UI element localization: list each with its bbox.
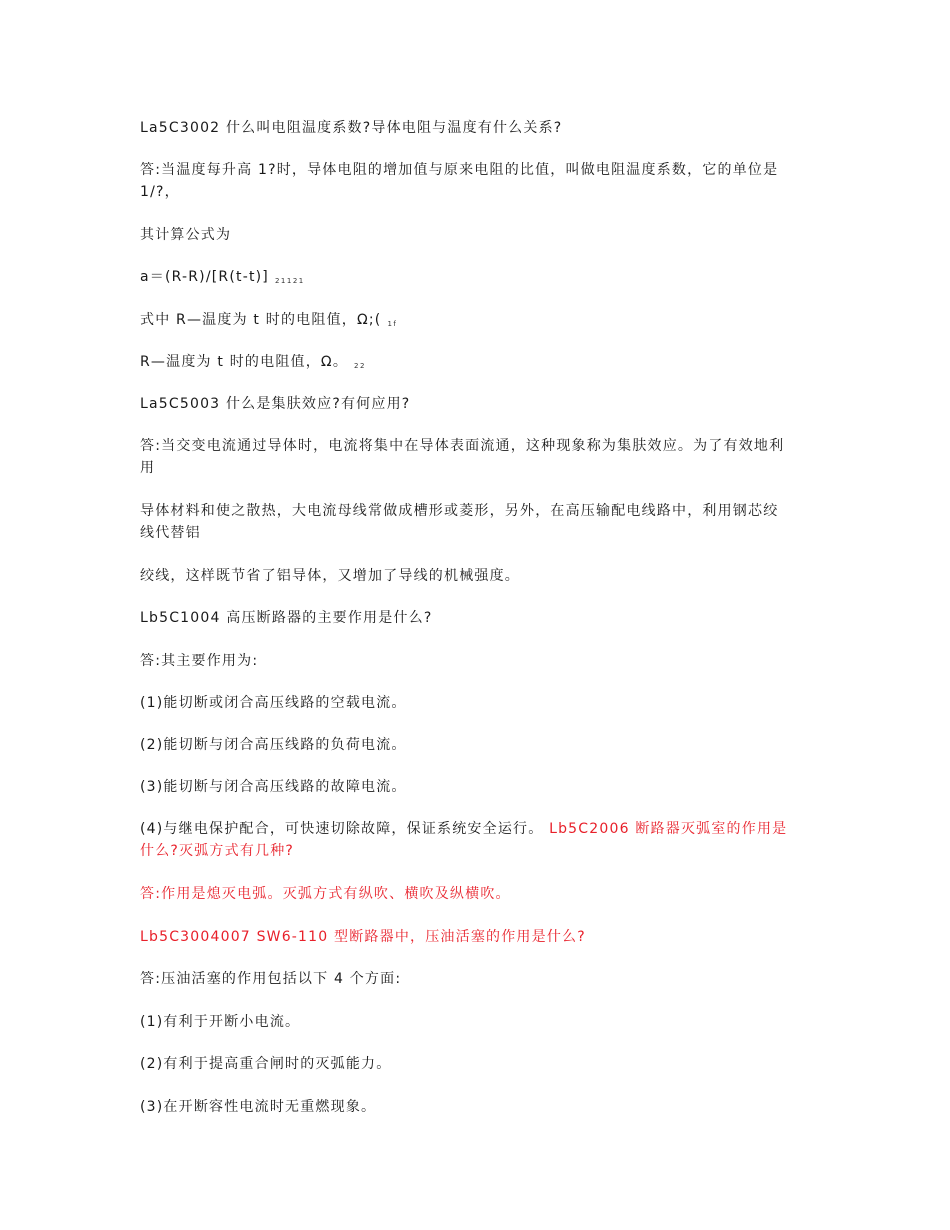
- question-lb5c3004007: Lb5C3004007 SW6-110 型断路器中，压油活塞的作用是什么?: [140, 929, 586, 945]
- list-item: (2)有利于提高重合闸时的灭弧能力。: [140, 1056, 392, 1072]
- answer-intro: 答:压油活塞的作用包括以下 4 个方面:: [140, 971, 402, 987]
- answer-line: 其计算公式为: [140, 227, 232, 243]
- question-lb5c2006-cont: 什么?灭弧方式有几种?: [140, 843, 295, 859]
- definition-line: [140, 309, 810, 335]
- question-lb5c2006: Lb5C2006 断路器灭弧室的作用是: [549, 821, 788, 837]
- answer-line: 1/?，: [140, 184, 180, 200]
- answer-line: 线代替铝: [140, 525, 201, 541]
- answer-highlighted: 答:作用是熄灭电弧。灭弧方式有纵吹、横吹及纵横吹。: [140, 886, 511, 902]
- list-item: (3)在开断容性电流时无重燃现象。: [140, 1099, 377, 1115]
- formula-subscripts: 21121: [274, 277, 305, 285]
- question-la5c3002: La5C3002 什么叫电阻温度系数?导体电阻与温度有什么关系?: [140, 120, 563, 136]
- list-item: (1)能切断或闭合高压线路的空载电流。: [140, 695, 407, 711]
- list-item: (4)与继电保护配合，可快速切除故障，保证系统安全运行。: [140, 821, 544, 837]
- answer-line: 答:当温度每升高 1?时，导体电阻的增加值与原来电阻的比值，叫做电阻温度系数，它的单位是: [140, 162, 779, 178]
- question-la5c5003: La5C5003 什么是集肤效应?有何应用?: [140, 396, 411, 412]
- list-item: (2)能切断与闭合高压线路的负荷电流。: [140, 737, 407, 753]
- answer-line: 答:当交变电流通过导体时，电流将集中在导体表面流通，这种现象称为集肤效应。为了有效地利: [140, 438, 785, 454]
- definition-line: [140, 351, 810, 377]
- list-item-with-question: [140, 818, 810, 840]
- answer-line: 绞线，这样既节省了铝导体，又增加了导线的机械强度。: [140, 568, 520, 584]
- definition-text: R—温度为 t 时的电阻值，Ω。: [140, 354, 349, 370]
- answer-line: 导体材料和使之散热，大电流母线常做成槽形或菱形，另外，在高压输配电线路中，利用钢芯绞: [140, 503, 779, 519]
- question-lb5c1004: Lb5C1004 高压断路器的主要作用是什么?: [140, 610, 433, 626]
- answer-intro: 答:其主要作用为:: [140, 653, 259, 669]
- list-item: (1)有利于开断小电流。: [140, 1014, 301, 1030]
- list-item: (3)能切断与闭合高压线路的故障电流。: [140, 779, 407, 795]
- formula: a＝(R-R)/[R(t-t)]: [140, 269, 269, 285]
- definition-subscripts: 1f: [387, 320, 398, 328]
- definition-subscripts: 22: [354, 362, 366, 370]
- definition-text: 式中 R—温度为 t 时的电阻值，Ω;(: [140, 312, 382, 328]
- formula-line: [140, 266, 810, 292]
- answer-line: 用: [140, 460, 156, 476]
